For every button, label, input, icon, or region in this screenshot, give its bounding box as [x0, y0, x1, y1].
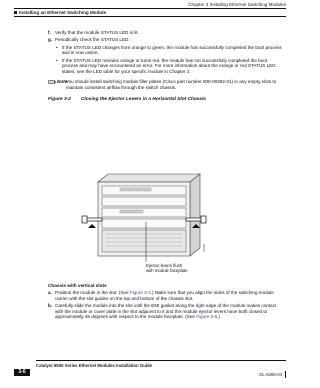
step-b-text-2: .) — [217, 314, 220, 320]
section-marker — [14, 11, 17, 14]
bullet-icon: • — [56, 57, 58, 63]
section-heading: Chassis with vertical slots — [48, 283, 107, 288]
step-b-text-1: Carefully slide the module into the slot until the EMI gasket along the right edge of the module makes contact with the module or cover plate in the slot adjacent to it and the module ejector levers have both closed to approximately 45 degrees with respect to the module faceplate. (See — [55, 302, 277, 320]
step-a-text-2: .) Make sure that you align the sides of the switching module carrier with the slot guides on the top and bottom of the chassis slot. — [55, 289, 274, 301]
list-item — [48, 58, 284, 75]
figure-title: Closing the Ejector Levers in a Horizontal Slot Chassis — [80, 96, 206, 102]
step-g-text: Periodically check the STATUS LED: — [55, 37, 130, 43]
bullet-text: If the STATUS LED changes from orange to green, the module has successfully completed the boot process and is now online. — [62, 44, 282, 56]
page-footer — [0, 360, 300, 388]
step-a — [48, 290, 284, 302]
footer-guide-title: Catalyst 6500 Series Ethernet Modules Installation Guide — [36, 363, 153, 368]
figure-number: Figure 3-2 — [48, 96, 71, 102]
step-a-label: a. — [48, 289, 52, 295]
footer-mark — [285, 371, 286, 378]
bullet-text: If the STATUS LED remains orange or turns red, the module has not successfully completed the boot process and may have encountered an error. For more information about the orange or red STATUS LED states, see the LED table for your specific module in Chapter 2. — [62, 57, 276, 75]
header-rule-top — [14, 8, 286, 9]
callout-line-2: with module faceplate — [146, 268, 188, 274]
step-f-text: Verify that the module STATUS LED is lit. — [55, 30, 139, 35]
footer-rule — [36, 360, 286, 361]
step-f-label: f. — [48, 30, 51, 35]
page-header — [0, 0, 300, 22]
list-item — [48, 45, 284, 57]
chassis-figure — [68, 172, 212, 264]
step-b — [48, 303, 284, 320]
note-text: You should install switching module filler plates (Cisco part number 800-00292-01) in any empty slots to maintain consistent airflow through the switch chassis. — [66, 79, 277, 90]
bullet-icon: • — [56, 44, 58, 50]
step-f — [48, 30, 284, 36]
step-a-text-1: Position the module in the slot. (See — [55, 289, 130, 295]
section-title: Installing an Ethernet Switching Module — [19, 10, 107, 15]
step-b-label: b. — [48, 302, 53, 308]
step-g-label: g. — [48, 37, 53, 43]
callout-line-1: Ejector levers flush — [146, 263, 183, 268]
document-id: OL-6285-04 — [259, 372, 282, 377]
header-rule-bottom — [14, 16, 286, 17]
body-text — [48, 30, 284, 102]
figure-link[interactable]: Figure 3-4 — [129, 289, 151, 295]
vertical-slots-section — [48, 283, 284, 322]
page-number: 3-6 — [14, 369, 30, 376]
chapter-title: Chapter 3 Installing Ethernet Switching Modules — [188, 2, 286, 7]
figure-callout — [146, 263, 188, 274]
figure-ref-number: 30892 — [202, 243, 206, 252]
note-block — [48, 79, 284, 91]
note-label: Note — [57, 79, 68, 85]
figure-link[interactable]: Figure 3-5 — [196, 314, 218, 320]
figure-caption — [48, 97, 284, 103]
note-pencil-icon — [48, 79, 56, 85]
step-g — [48, 37, 284, 43]
